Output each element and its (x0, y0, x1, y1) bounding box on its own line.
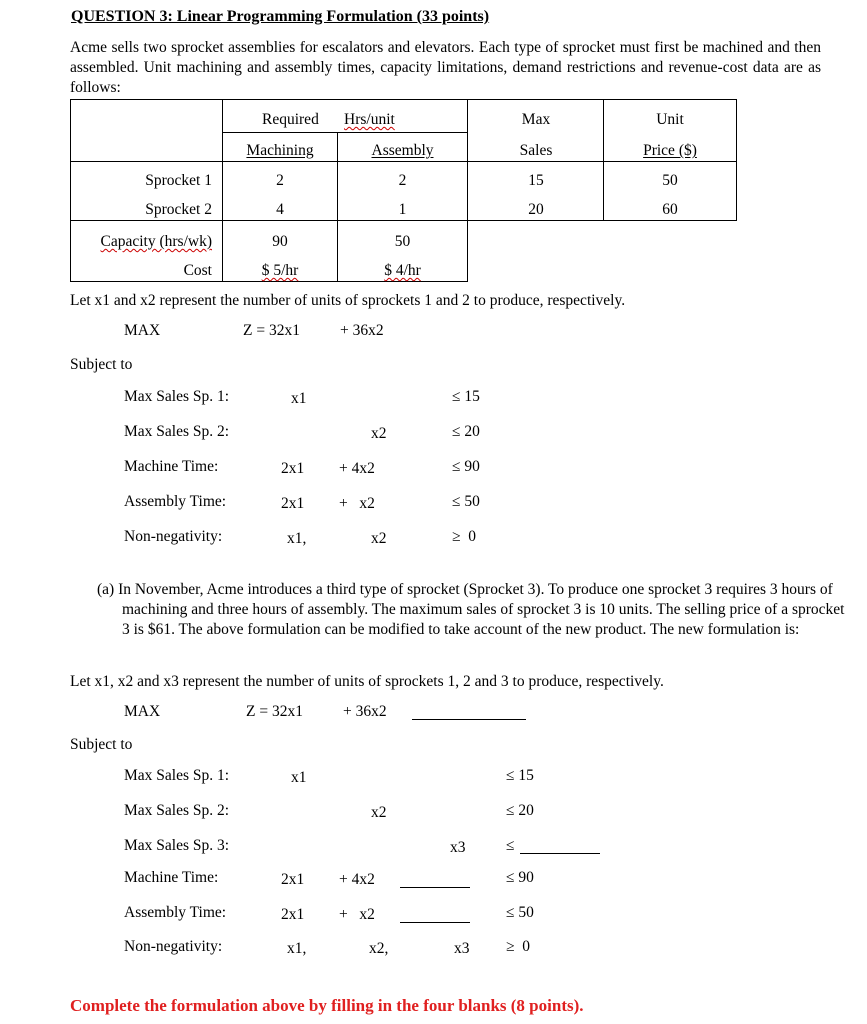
constraint-rhs: ≤ (506, 837, 515, 854)
constraint-a: 2x1 (281, 460, 305, 477)
constraint-a: x1 (291, 390, 307, 407)
header-sales: Sales (519, 142, 553, 159)
constraint-a: x1 (291, 769, 307, 786)
cell-assembly: 2 (398, 172, 407, 189)
cell-assembly: 1 (398, 201, 407, 218)
blank-max-sales-3[interactable] (520, 853, 600, 854)
constraint-rhs: ≥ 0 (452, 528, 477, 545)
cell-machining: 4 (276, 201, 284, 218)
intro-paragraph: Acme sells two sprocket assemblies for escalators and elevators. Each type of sprocket must first be machined and then assembled. Unit machining and assembly times, capacity limitations, demand restrictions and revenue-cost data are as follows: (70, 39, 821, 96)
constraint-b: + x2 (339, 495, 375, 512)
header-max: Max (521, 111, 551, 128)
constraint-label: Non-negativity: (124, 938, 223, 955)
capacity-label: Capacity (hrs/wk) (100, 233, 212, 250)
constraint-label: Non-negativity: (124, 528, 223, 545)
objective-function-term2: + 36x2 (340, 322, 384, 339)
blank-assembly-time[interactable] (400, 922, 470, 923)
constraint-a: 2x1 (281, 871, 305, 888)
row-label: Sprocket 2 (145, 201, 212, 218)
let-statement-2: Let x1, x2 and x3 represent the number of units of sprockets 1, 2 and 3 to produce, respectively. (70, 673, 664, 690)
constraint-label: Max Sales Sp. 2: (124, 802, 230, 819)
constraint-rhs: ≤ 90 (452, 458, 480, 475)
constraint-label: Assembly Time: (124, 904, 227, 921)
header-unit: Unit (656, 111, 684, 128)
cost-label: Cost (183, 262, 212, 279)
header-hrs-unit: Hrs/unit (344, 111, 395, 128)
constraint-b: x2 (371, 530, 387, 547)
header-assembly: Assembly (371, 142, 434, 159)
constraint-rhs: ≤ 20 (452, 423, 480, 440)
constraint-label: Assembly Time: (124, 493, 227, 510)
constraint-c: x3 (450, 839, 466, 856)
row-label: Sprocket 1 (145, 172, 212, 189)
constraint-label: Max Sales Sp. 1: (124, 767, 230, 784)
constraint-c: x3 (454, 940, 470, 957)
subject-to: Subject to (70, 356, 133, 373)
constraint-a: 2x1 (281, 906, 305, 923)
max-label-2: MAX (124, 703, 161, 720)
cell-max-sales: 15 (528, 172, 544, 189)
constraint-label: Machine Time: (124, 869, 219, 886)
constraint-label: Machine Time: (124, 458, 219, 475)
constraint-rhs: ≤ 90 (506, 869, 534, 886)
part-a-paragraph: (a) In November, Acme introduces a third type of sprocket (Sprocket 3). To produce one sprocket 3 requires 3 hours of machining and three hours of assembly. The maximum sales of sprocket 3 is 10 units. The selling price of a sprocket 3 is $61. The above formulation can be modified to take account of the new product. The new formulation is: (97, 581, 845, 638)
constraint-a: 2x1 (281, 495, 305, 512)
cell-max-sales: 20 (528, 201, 544, 218)
constraint-rhs: ≤ 15 (506, 767, 534, 784)
constraint-rhs: ≤ 50 (506, 904, 534, 921)
cost-assembly: $ 4/hr (384, 262, 421, 279)
constraint-b: x2 (371, 804, 387, 821)
constraint-rhs: ≤ 20 (506, 802, 534, 819)
constraint-a: x1, (287, 530, 307, 547)
constraint-label: Max Sales Sp. 3: (124, 837, 230, 854)
constraint-a: x1, (287, 940, 307, 957)
constraint-rhs: ≤ 50 (452, 493, 480, 510)
cost-machining: $ 5/hr (261, 262, 299, 279)
constraint-b: + 4x2 (339, 871, 375, 888)
constraint-label: Max Sales Sp. 1: (124, 388, 230, 405)
capacity-machining: 90 (272, 233, 288, 250)
header-required: Required (262, 111, 319, 128)
objective-function-2-term2: + 36x2 (343, 703, 387, 720)
question-title: QUESTION 3: Linear Programming Formulation (33 points) (71, 8, 490, 25)
constraint-b: x2, (369, 940, 389, 957)
header-price: Price ($) (643, 142, 697, 159)
constraint-label: Max Sales Sp. 2: (124, 423, 230, 440)
blank-objective[interactable] (412, 719, 526, 720)
constraint-rhs: ≤ 15 (452, 388, 480, 405)
objective-function-2: Z = 32x1 (246, 703, 303, 720)
max-label: MAX (124, 322, 161, 339)
constraint-b: + 4x2 (339, 460, 375, 477)
let-statement: Let x1 and x2 represent the number of units of sprockets 1 and 2 to produce, respectively. (70, 292, 626, 309)
constraint-b: x2 (371, 425, 387, 442)
objective-function: Z = 32x1 (243, 322, 300, 339)
cell-price: 50 (662, 172, 678, 189)
blank-machine-time[interactable] (400, 887, 470, 888)
cell-machining: 2 (276, 172, 284, 189)
constraint-rhs: ≥ 0 (506, 938, 531, 955)
header-machining: Machining (246, 142, 314, 159)
capacity-assembly: 50 (394, 233, 411, 250)
constraint-b: + x2 (339, 906, 375, 923)
instruction-text: Complete the formulation above by filling in the four blanks (8 points). (70, 996, 584, 1015)
cell-price: 60 (662, 201, 678, 218)
subject-to-2: Subject to (70, 736, 133, 753)
